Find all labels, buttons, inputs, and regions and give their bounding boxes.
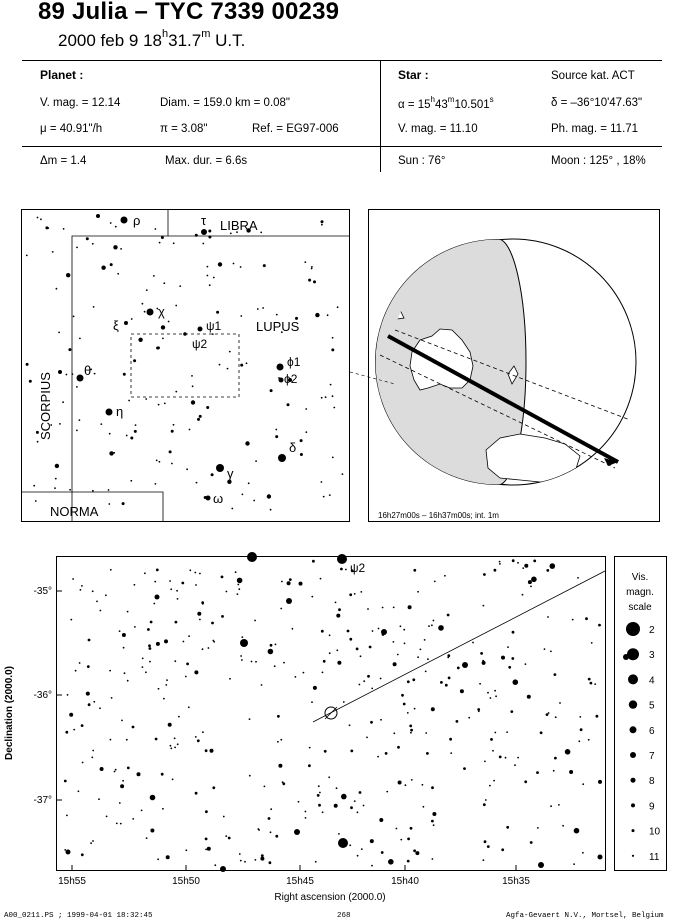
xtick-label: 15h35: [502, 876, 530, 887]
star-heading: Star :: [398, 68, 429, 82]
ytick-label: -36°: [33, 690, 52, 701]
phi1-label: ϕ1: [287, 355, 301, 369]
star-vmag: V. mag. = 11.10: [398, 123, 478, 135]
psi1-label: ψ1: [206, 319, 222, 333]
magnitude-dot: [629, 700, 637, 708]
theta-label: θ: [84, 363, 92, 378]
page-title: 89 Julia – TYC 7339 00239: [38, 0, 340, 25]
delta-label: δ: [289, 440, 297, 455]
sun-elongation: Sun : 76°: [398, 155, 446, 167]
event-datetime: 2000 feb 9 18$^h$31.7$^m$ U.T.: [58, 28, 246, 50]
x-axis-label: Right ascension (2000.0): [274, 892, 386, 903]
magnitude-label: 2: [649, 625, 655, 636]
scale-title-1: Vis.: [631, 572, 649, 583]
magnitude-label: 7: [649, 751, 655, 762]
scale-dots: [626, 622, 661, 863]
max-duration: Max. dur. = 6.6s: [165, 155, 248, 167]
footer-printer: Agfa-Gevaert N.V., Mortsel, Belgium: [506, 912, 664, 920]
magnitude-dot: [632, 855, 634, 857]
xtick-label: 15h50: [172, 876, 200, 887]
lupus-label: LUPUS: [256, 319, 300, 334]
magnitude-dot: [627, 648, 639, 660]
magnitude-dot: [626, 622, 640, 636]
xtick-label: 15h55: [58, 876, 86, 887]
norma-label: NORMA: [50, 504, 99, 519]
chi-label: χ: [158, 304, 165, 319]
magnitude-dot: [631, 803, 635, 807]
scale-title-2: magn.: [626, 587, 654, 598]
magnitude-label: 9: [649, 801, 655, 813]
star-phmag: Ph. mag. = 11.71: [551, 123, 639, 135]
magnitude-dot: [632, 829, 635, 832]
footer-page: 268: [337, 912, 351, 920]
magnitude-label: 6: [649, 725, 655, 737]
magnitude-label: 3: [649, 650, 655, 662]
magnitude-dot: [630, 726, 637, 733]
libra-label: LIBRA: [220, 218, 258, 233]
phi2-label: ϕ2: [284, 372, 298, 386]
moon-info: Moon : 125° , 18%: [551, 155, 646, 167]
magnitude-dot: [631, 778, 636, 783]
gamma-label: γ: [227, 466, 234, 481]
magnitude-dot: [628, 674, 638, 684]
planet-motion: μ = 40.91"/h: [40, 123, 103, 135]
magnitude-label: 4: [649, 675, 655, 687]
planet-diameter: Diam. = 159.0 km = 0.08": [160, 97, 291, 109]
planet-reference: Ref. = EG97-006: [252, 123, 339, 135]
footer-file: A00_0211.PS ; 1999-04-01 18:32:45: [4, 912, 153, 920]
delta-mag: Δm = 1.4: [40, 155, 87, 167]
magnitude-label: 10: [649, 826, 661, 838]
magnitude-label: 5: [649, 700, 655, 712]
globe-caption: 16h27m00s – 16h37m00s; int. 1m: [378, 511, 499, 520]
magnitude-dot: [630, 752, 636, 758]
star-ra: $\alpha = 15^h43^m10.501^s$: [398, 95, 494, 111]
omega-label: ω: [213, 491, 224, 506]
psi2-label: ψ2: [192, 337, 208, 351]
scale-title-3: scale: [628, 602, 652, 613]
y-axis-label: Declination (2000.0): [4, 666, 15, 760]
xtick-label: 15h45: [286, 876, 314, 887]
planet-parallax: π = 3.08": [160, 123, 208, 135]
planet-heading: Planet :: [40, 68, 84, 82]
scorpius-label: SCORPIUS: [38, 372, 53, 440]
xtick-label: 15h40: [391, 876, 419, 887]
psi2-detail-label: ψ2: [350, 561, 366, 575]
magnitude-label: 11: [649, 851, 660, 863]
ytick-label: -35°: [33, 586, 52, 597]
eta-label: η: [116, 404, 124, 419]
planet-vmag: V. mag. = 12.14: [40, 97, 121, 109]
rho-label: ρ: [133, 213, 141, 228]
ytick-label: -37°: [33, 795, 52, 806]
tau-label: τ: [201, 213, 207, 228]
star-dec: δ = –36°10'47.63": [551, 97, 643, 109]
xi-label: ξ: [113, 318, 119, 333]
magnitude-label: 8: [649, 776, 655, 788]
star-source: Source kat. ACT: [551, 70, 635, 82]
